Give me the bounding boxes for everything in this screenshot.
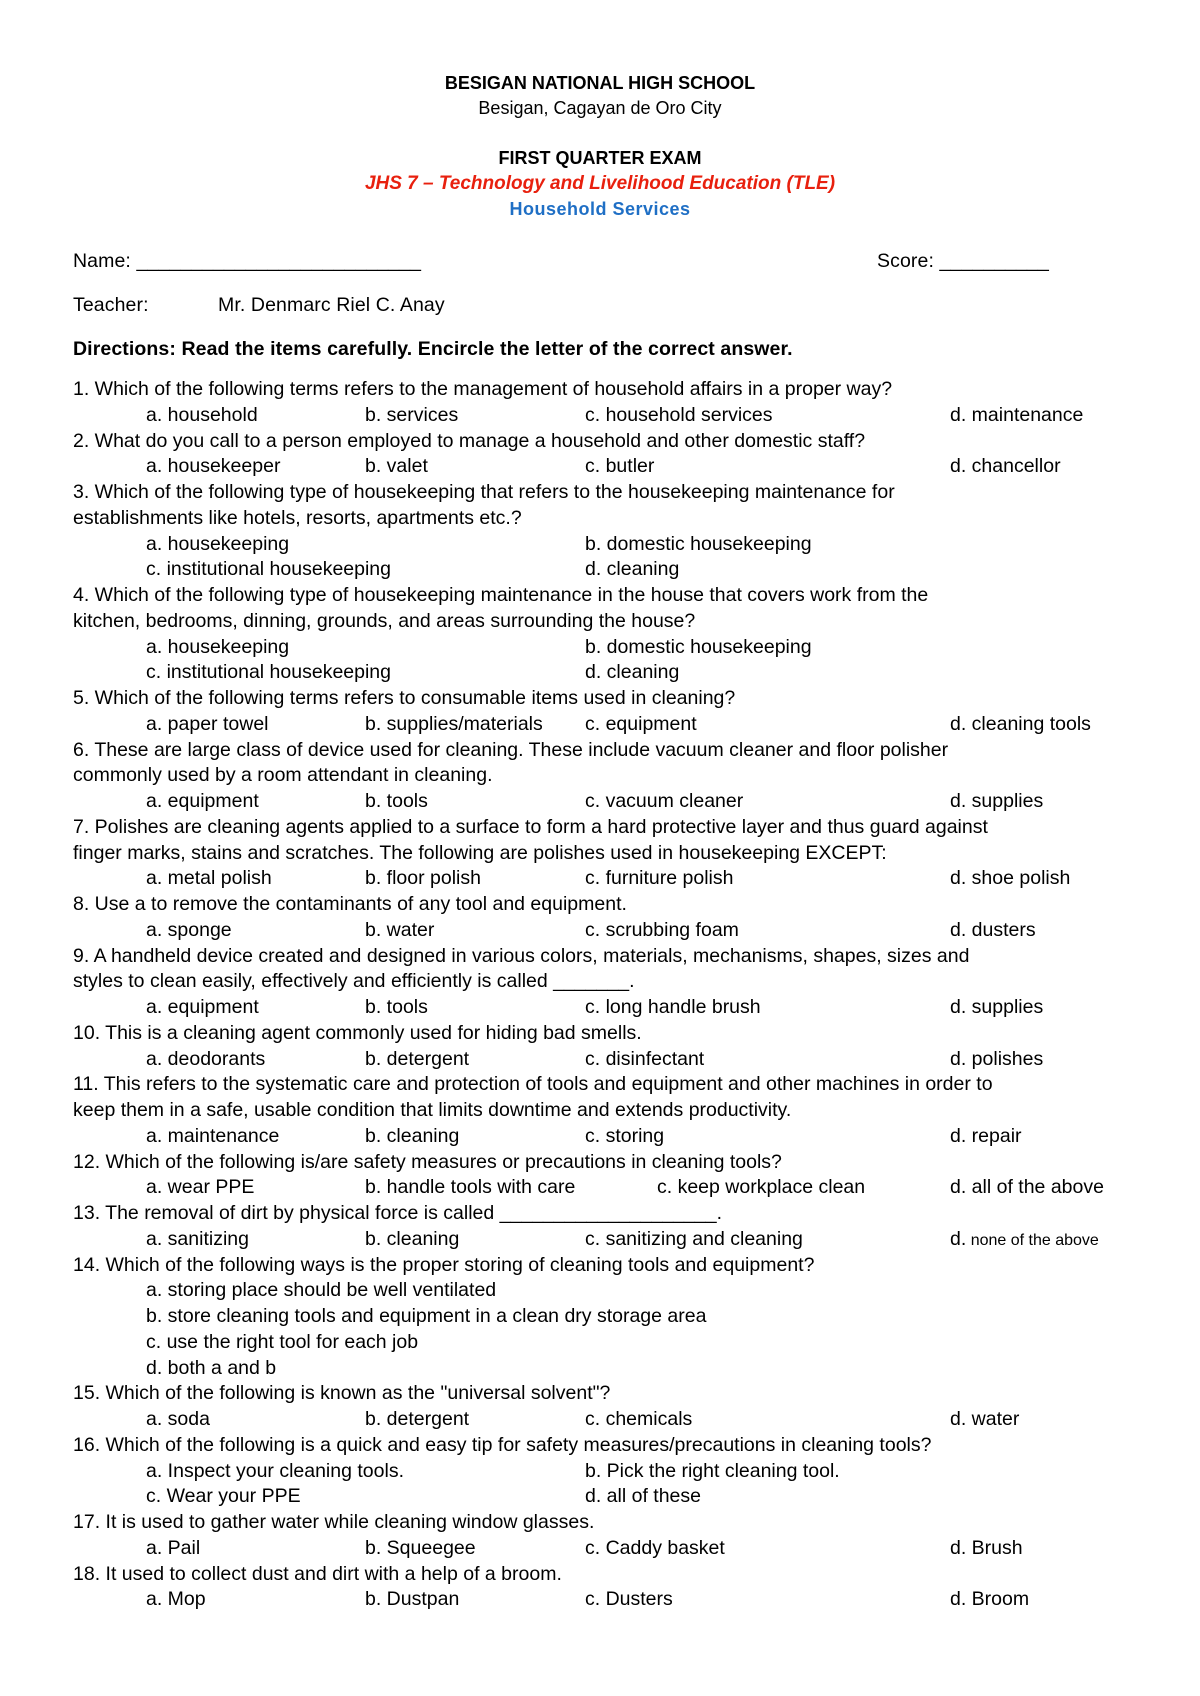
answer-options-row xyxy=(0,1588,1200,1614)
answer-option[interactable]: a. Mop xyxy=(146,1588,206,1611)
answer-option[interactable]: a. equipment xyxy=(146,790,259,812)
answer-option[interactable]: c. butler xyxy=(585,455,655,478)
question-line xyxy=(0,970,1200,996)
answer-option[interactable]: d. none of the above xyxy=(950,1227,1099,1250)
answer-options-row xyxy=(0,790,1200,816)
answer-options-row xyxy=(0,1357,1200,1383)
question-text: 7. Polishes are cleaning agents applied to a surface to form a hard protective layer and thus guard against xyxy=(73,815,988,838)
answer-option[interactable]: d. all of these xyxy=(585,1485,701,1508)
question-text: 13. The removal of dirt by physical force is called ____________________. xyxy=(73,1202,722,1224)
answer-option[interactable]: a. metal polish xyxy=(146,867,272,890)
answer-option[interactable]: c. storing xyxy=(585,1124,665,1147)
answer-options-row xyxy=(0,919,1200,945)
answer-options-row xyxy=(0,1305,1200,1331)
answer-option[interactable]: c. scrubbing foam xyxy=(585,918,739,941)
answer-option[interactable]: b. domestic housekeeping xyxy=(585,635,812,658)
question-text: 14. Which of the following ways is the proper storing of cleaning tools and equipment? xyxy=(73,1253,815,1276)
answer-options-row xyxy=(0,1537,1200,1563)
school-name: BESIGAN NATIONAL HIGH SCHOOL xyxy=(444,73,756,93)
answer-options-row xyxy=(0,1048,1200,1074)
answer-option[interactable]: d. supplies xyxy=(950,790,1044,812)
question-line xyxy=(0,610,1200,636)
question-text: finger marks, stains and scratches. The following are polishes used in housekeeping EXCEPT: xyxy=(73,841,887,864)
answer-option[interactable]: a. Inspect your cleaning tools. xyxy=(146,1459,404,1482)
answer-option[interactable]: b. cleaning xyxy=(365,1124,460,1147)
answer-options-row xyxy=(0,558,1200,584)
answer-option[interactable]: b. domestic housekeeping xyxy=(585,532,812,555)
question-text: 3. Which of the following type of housekeeping that refers to the housekeeping maintenance for xyxy=(73,481,895,503)
question-list xyxy=(0,378,1200,1614)
answer-options-row xyxy=(0,636,1200,662)
question-line xyxy=(0,1434,1200,1460)
answer-option[interactable]: c. vacuum cleaner xyxy=(585,790,744,812)
question-text: kitchen, bedrooms, dinning, grounds, and areas surrounding the house? xyxy=(73,609,696,632)
question-line xyxy=(0,764,1200,790)
subsubject-title: Household Services xyxy=(509,199,691,219)
answer-options-row xyxy=(0,533,1200,559)
answer-option[interactable]: a. paper towel xyxy=(146,712,269,735)
answer-options-row xyxy=(0,867,1200,893)
exam-title: FIRST QUARTER EXAM xyxy=(498,148,702,168)
answer-option[interactable]: a. equipment xyxy=(146,996,259,1018)
question-text: 15. Which of the following is known as the "universal solvent"? xyxy=(73,1382,611,1405)
question-line xyxy=(0,507,1200,533)
question-line xyxy=(0,584,1200,610)
answer-option[interactable]: b. tools xyxy=(365,790,428,812)
answer-options-row xyxy=(0,1331,1200,1357)
question-line xyxy=(0,481,1200,507)
answer-option[interactable]: d. Brush xyxy=(950,1536,1023,1559)
question-text: commonly used by a room attendant in cleaning. xyxy=(73,764,493,787)
answer-options-row xyxy=(0,713,1200,739)
subject-title: JHS 7 – Technology and Livelihood Education (TLE) xyxy=(364,173,836,194)
answer-option[interactable]: b. handle tools with care xyxy=(365,1176,576,1199)
question-line xyxy=(0,945,1200,971)
question-text: 17. It is used to gather water while cleaning window glasses. xyxy=(73,1511,595,1533)
answer-options-row xyxy=(0,404,1200,430)
answer-options-row xyxy=(0,661,1200,687)
answer-option[interactable]: d. shoe polish xyxy=(950,867,1071,890)
answer-option[interactable]: b. supplies/materials xyxy=(365,712,543,735)
question-text: 1. Which of the following terms refers to the management of household affairs in a proper way? xyxy=(73,378,893,400)
answer-option[interactable]: b. services xyxy=(365,403,459,426)
answer-option[interactable]: d. polishes xyxy=(950,1047,1044,1070)
answer-option[interactable]: c. sanitizing and cleaning xyxy=(585,1227,803,1250)
answer-option[interactable]: b. detergent xyxy=(365,1408,470,1430)
answer-option[interactable]: d. cleaning xyxy=(585,558,680,581)
answer-option[interactable]: c. use the right tool for each job xyxy=(146,1330,419,1353)
teacher-name: Mr. Denmarc Riel C. Anay xyxy=(218,294,445,316)
answer-options-row xyxy=(0,1460,1200,1486)
question-text: 18. It used to collect dust and dirt with a help of a broom. xyxy=(73,1562,562,1585)
answer-option[interactable]: a. soda xyxy=(146,1408,210,1430)
answer-option[interactable]: d. chancellor xyxy=(950,455,1061,478)
answer-option[interactable]: b. Squeegee xyxy=(365,1536,476,1559)
answer-option[interactable]: c. institutional housekeeping xyxy=(146,558,391,581)
answer-option[interactable]: d. dusters xyxy=(950,918,1036,941)
name-field[interactable]: Name: __________________________ xyxy=(73,250,422,272)
question-line xyxy=(0,1511,1200,1537)
directions: Directions: Read the items carefully. Encircle the letter of the correct answer. xyxy=(73,338,793,360)
question-text: 4. Which of the following type of housekeeping maintenance in the house that covers work from the xyxy=(73,584,929,606)
question-text: keep them in a safe, usable condition that limits downtime and extends productivity. xyxy=(73,1099,792,1121)
answer-option[interactable]: c. furniture polish xyxy=(585,867,734,890)
answer-option[interactable]: b. water xyxy=(365,918,435,941)
answer-option[interactable]: d. cleaning tools xyxy=(950,712,1091,735)
answer-options-row xyxy=(0,1408,1200,1434)
question-line xyxy=(0,1382,1200,1408)
question-text: 9. A handheld device created and designed in various colors, materials, mechanisms, shapes, sizes and xyxy=(73,944,970,967)
answer-option[interactable]: b. detergent xyxy=(365,1047,470,1070)
answer-option[interactable]: c. Dusters xyxy=(585,1588,673,1611)
answer-option[interactable]: a. housekeeping xyxy=(146,532,290,555)
answer-options-row xyxy=(0,1176,1200,1202)
question-text: establishments like hotels, resorts, apartments etc.? xyxy=(73,506,522,529)
question-line xyxy=(0,1151,1200,1177)
question-text: 8. Use a to remove the contaminants of any tool and equipment. xyxy=(73,893,627,915)
answer-options-row xyxy=(0,1485,1200,1511)
answer-option[interactable]: a. storing place should be well ventilated xyxy=(146,1279,497,1302)
answer-option[interactable]: b. valet xyxy=(365,455,428,478)
answer-option[interactable]: d. supplies xyxy=(950,996,1044,1018)
answer-option[interactable]: d. cleaning xyxy=(585,661,680,684)
question-line xyxy=(0,1202,1200,1228)
answer-option[interactable]: b. Pick the right cleaning tool. xyxy=(585,1459,840,1482)
answer-option[interactable]: c. institutional housekeeping xyxy=(146,661,391,684)
answer-option[interactable]: b. tools xyxy=(365,996,428,1018)
question-line xyxy=(0,378,1200,404)
answer-option-tail: none of the above xyxy=(966,1231,1099,1249)
question-line xyxy=(0,1099,1200,1125)
answer-option[interactable]: c. household services xyxy=(585,403,773,426)
answer-option[interactable]: a. maintenance xyxy=(146,1124,280,1147)
answer-option[interactable]: d. both a and b xyxy=(146,1356,277,1379)
answer-option[interactable]: d. all of the above xyxy=(950,1176,1104,1199)
question-line xyxy=(0,739,1200,765)
answer-option[interactable]: d. water xyxy=(950,1408,1020,1430)
answer-option[interactable]: a. Pail xyxy=(146,1536,201,1559)
question-line xyxy=(0,687,1200,713)
answer-options-row xyxy=(0,1125,1200,1151)
question-text: 10. This is a cleaning agent commonly used for hiding bad smells. xyxy=(73,1021,642,1044)
question-text: 6. These are large class of device used for cleaning. These include vacuum cleaner and floor polisher xyxy=(73,738,949,761)
answer-option[interactable]: a. housekeeping xyxy=(146,635,290,658)
answer-option[interactable]: c. keep workplace clean xyxy=(657,1176,866,1199)
question-line xyxy=(0,1073,1200,1099)
question-line xyxy=(0,1022,1200,1048)
score-field[interactable]: Score: __________ xyxy=(877,250,1049,272)
question-text: 12. Which of the following is/are safety measures or precautions in cleaning tools? xyxy=(73,1150,782,1173)
question-line xyxy=(0,430,1200,456)
answer-option[interactable]: d. Broom xyxy=(950,1588,1030,1611)
answer-option[interactable]: c. disinfectant xyxy=(585,1047,705,1070)
answer-option[interactable]: c. long handle brush xyxy=(585,996,761,1018)
answer-option[interactable]: c. Wear your PPE xyxy=(146,1485,301,1508)
answer-option[interactable]: c. chemicals xyxy=(585,1408,693,1430)
answer-option[interactable]: a. sanitizing xyxy=(146,1227,249,1250)
answer-option[interactable]: d. maintenance xyxy=(950,403,1084,426)
question-text: 11. This refers to the systematic care and protection of tools and equipment and other machines in order to xyxy=(73,1073,993,1096)
question-line xyxy=(0,1563,1200,1589)
answer-option[interactable]: a. household xyxy=(146,403,258,426)
question-text: 5. Which of the following terms refers to consumable items used in cleaning? xyxy=(73,687,736,709)
teacher-label: Teacher: xyxy=(73,294,149,316)
answer-option[interactable]: b. cleaning xyxy=(365,1227,460,1250)
answer-option[interactable]: a. deodorants xyxy=(146,1047,266,1070)
question-line xyxy=(0,816,1200,842)
question-text: 16. Which of the following is a quick and easy tip for safety measures/precautions in cleaning tools? xyxy=(73,1433,932,1456)
answer-options-row xyxy=(0,455,1200,481)
answer-option[interactable]: d. repair xyxy=(950,1124,1022,1147)
answer-option[interactable]: c. equipment xyxy=(585,712,697,735)
answer-option[interactable]: b. floor polish xyxy=(365,867,481,890)
answer-options-row xyxy=(0,996,1200,1022)
question-text: styles to clean easily, effectively and efficiently is called _______. xyxy=(73,970,635,993)
answer-option[interactable]: c. Caddy basket xyxy=(585,1536,725,1559)
answer-option[interactable]: a. wear PPE xyxy=(146,1176,255,1199)
school-address: Besigan, Cagayan de Oro City xyxy=(478,98,722,118)
question-line xyxy=(0,842,1200,868)
answer-option[interactable]: b. store cleaning tools and equipment in a clean dry storage area xyxy=(146,1305,707,1327)
question-text: 2. What do you call to a person employed to manage a household and other domestic staff? xyxy=(73,429,866,452)
answer-option[interactable]: a. housekeeper xyxy=(146,455,281,478)
question-line xyxy=(0,1254,1200,1280)
answer-option[interactable]: a. sponge xyxy=(146,918,232,941)
answer-options-row xyxy=(0,1279,1200,1305)
answer-option[interactable]: b. Dustpan xyxy=(365,1588,460,1611)
question-line xyxy=(0,893,1200,919)
answer-options-row xyxy=(0,1228,1200,1254)
